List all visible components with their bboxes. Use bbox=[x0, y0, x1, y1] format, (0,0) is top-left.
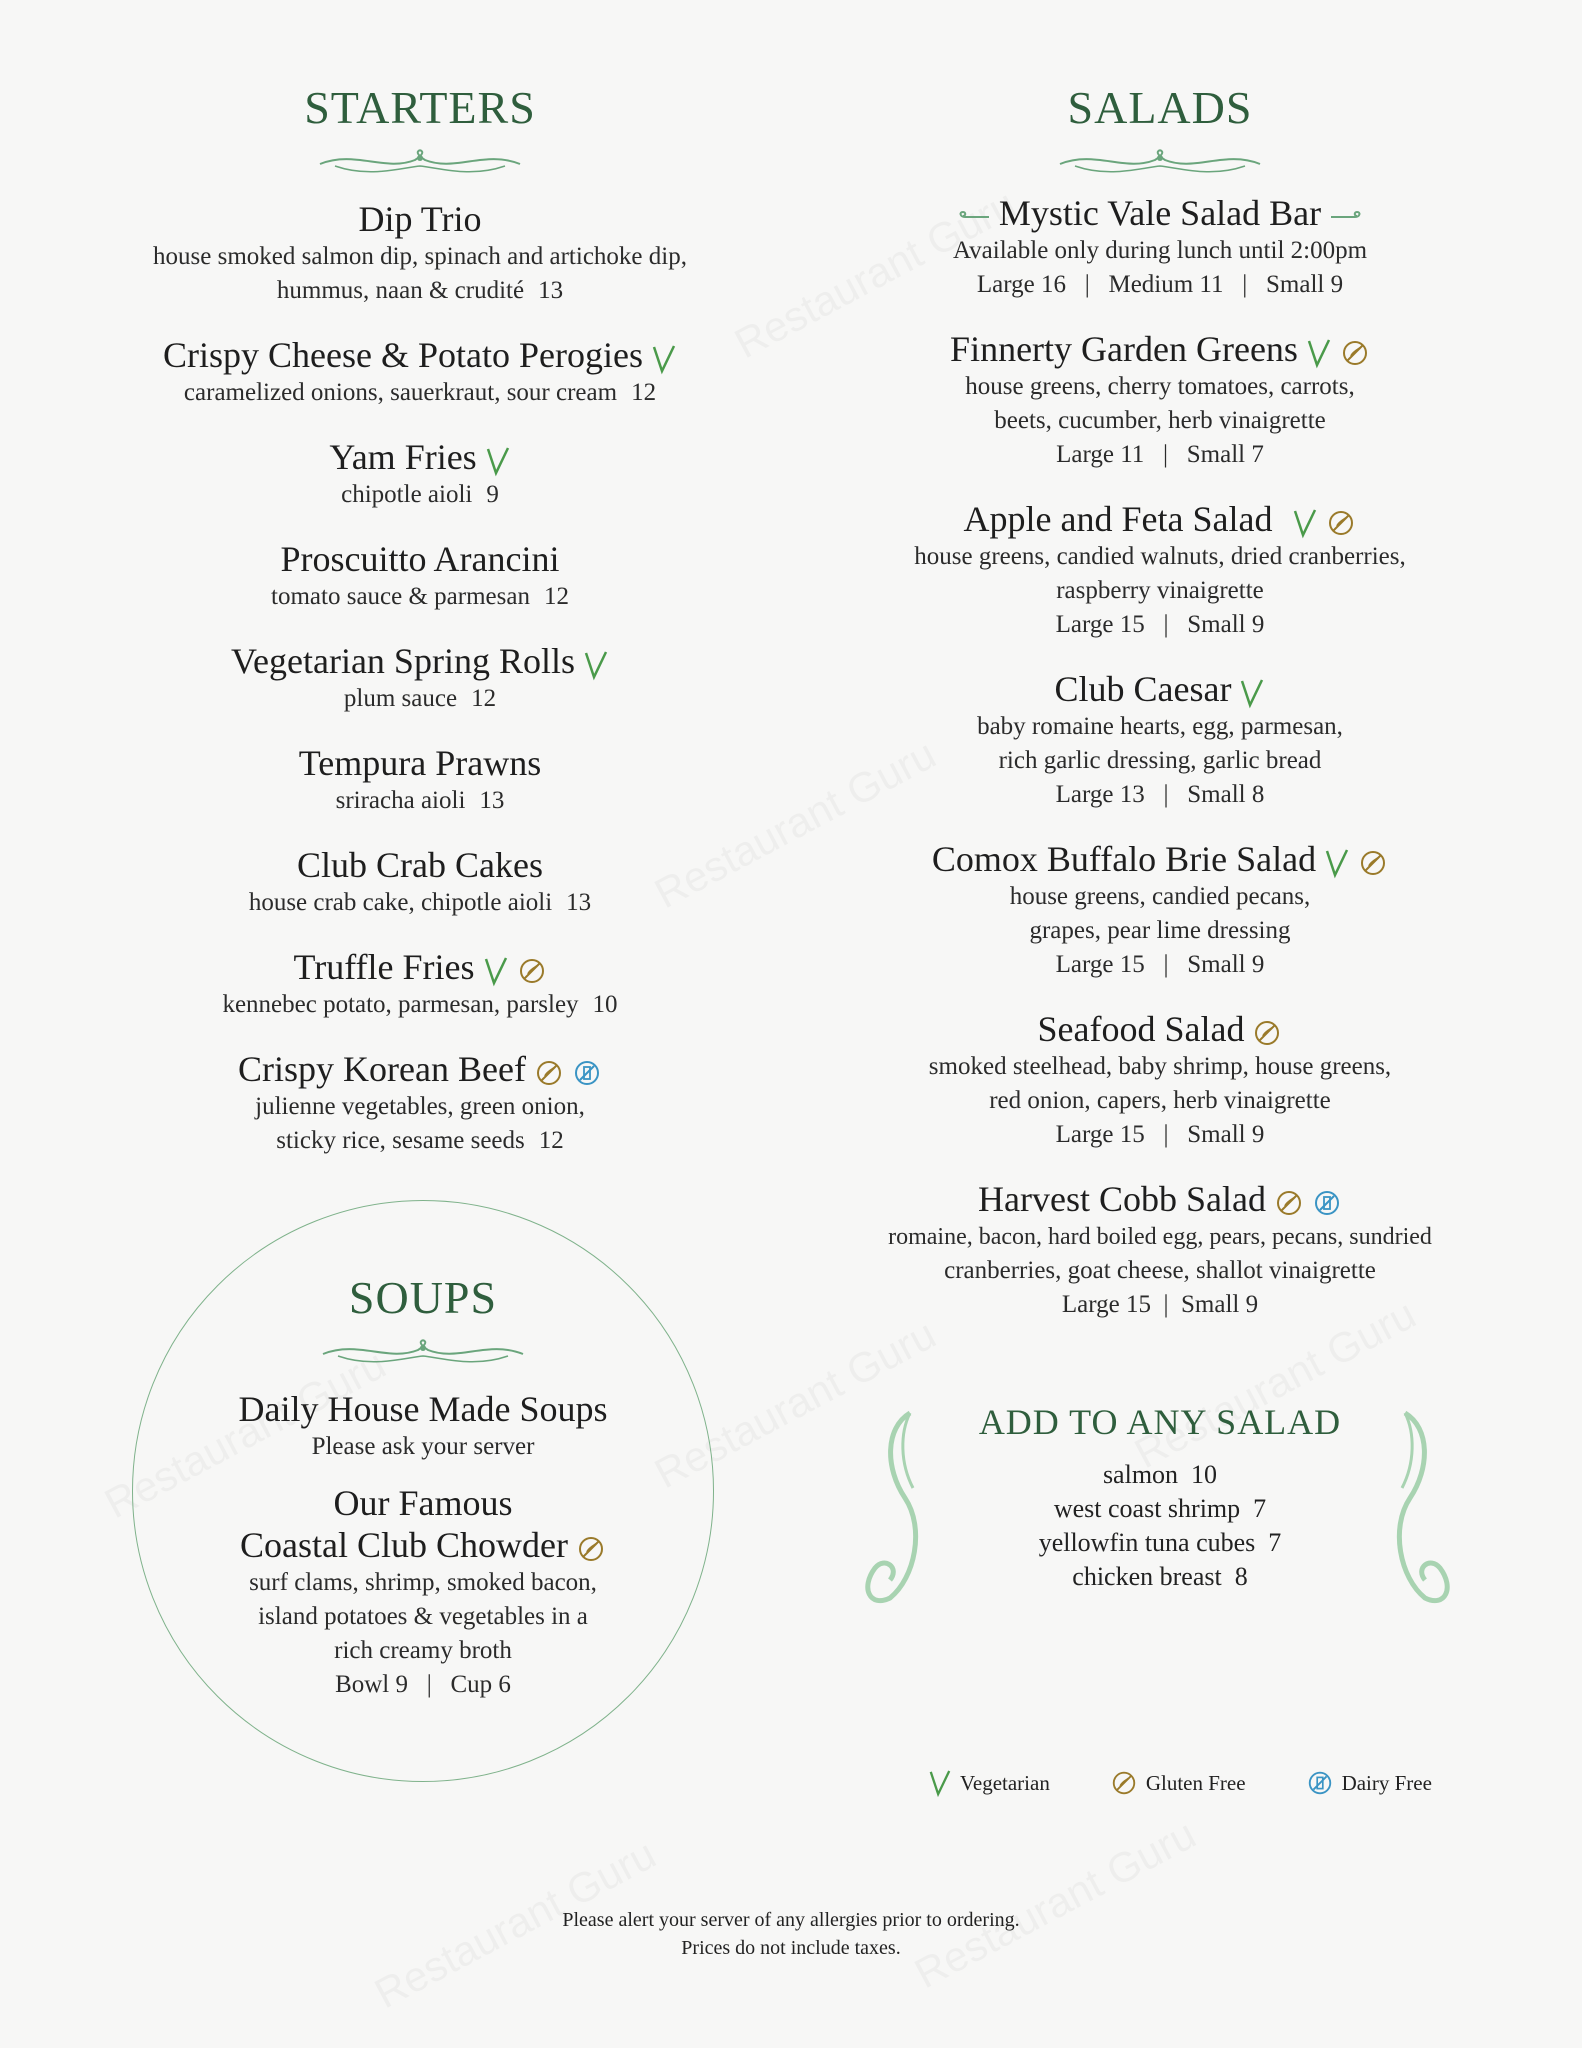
item-desc: romaine, bacon, hard boiled egg, pears, pecans, sundried bbox=[888, 1224, 1432, 1250]
addon-item: west coast shrimp 7 bbox=[1053, 1494, 1267, 1523]
gluten-free-icon bbox=[1326, 508, 1356, 538]
addon-item: chicken breast 8 bbox=[1072, 1562, 1248, 1591]
add-to-salad-title: ADD TO ANY SALAD bbox=[978, 1402, 1342, 1442]
starters-section bbox=[90, 80, 750, 1184]
item-name: Coastal Club Chowder bbox=[240, 1525, 568, 1565]
item-price: 10 bbox=[592, 991, 618, 1018]
item-name: Yam Fries bbox=[329, 437, 477, 477]
item-desc: house crab cake, chipotle aioli bbox=[248, 889, 553, 916]
item-desc: chipotle aioli bbox=[341, 481, 473, 508]
menu-item bbox=[132, 1388, 714, 1464]
item-desc: kennebec potato, parmesan, parsley bbox=[222, 991, 579, 1018]
addon-item: yellowfin tuna cubes 7 bbox=[1038, 1528, 1282, 1557]
legend-gluten-free bbox=[1110, 1768, 1246, 1798]
gluten-free-icon bbox=[1110, 1769, 1138, 1797]
item-desc: caramelized onions, sauerkraut, sour cream bbox=[183, 379, 618, 406]
footer-note bbox=[0, 1906, 1582, 1962]
item-desc: smoked steelhead, baby shrimp, house greens, bbox=[928, 1053, 1392, 1080]
item-desc: red onion, capers, herb vinaigrette bbox=[989, 1087, 1331, 1114]
footer-line: Please alert your server of any allergies prior to ordering. bbox=[562, 1909, 1020, 1931]
item-desc: house greens, cherry tomatoes, carrots, bbox=[965, 373, 1355, 400]
menu-item bbox=[830, 838, 1490, 982]
menu-item bbox=[830, 668, 1490, 812]
leaf-icon bbox=[1324, 847, 1350, 879]
item-name: Dip Trio bbox=[358, 199, 482, 239]
menu-item bbox=[90, 946, 750, 1022]
item-price: 9 bbox=[486, 481, 499, 508]
item-desc: rich creamy broth bbox=[334, 1637, 512, 1664]
leaf-icon bbox=[1306, 337, 1332, 369]
item-sizes: Large 15 | Small 9 bbox=[1055, 951, 1265, 978]
starters-title: STARTERS bbox=[304, 82, 536, 133]
item-sizes: Large 15 | Small 9 bbox=[1061, 1291, 1259, 1318]
item-name: Truffle Fries bbox=[293, 947, 475, 987]
item-desc: house smoked salmon dip, spinach and artichoke dip, bbox=[153, 243, 687, 270]
addon-item: salmon 10 bbox=[1102, 1460, 1218, 1489]
menu-item bbox=[830, 1008, 1490, 1152]
item-name: Crispy Korean Beef bbox=[238, 1049, 526, 1089]
menu-item bbox=[90, 742, 750, 818]
item-name: Seafood Salad bbox=[1037, 1009, 1245, 1049]
item-desc: Please ask your server bbox=[311, 1433, 535, 1460]
item-price: 13 bbox=[566, 889, 592, 916]
scroll-left-icon bbox=[957, 209, 991, 225]
item-name: Our Famous bbox=[333, 1483, 513, 1523]
legend-vegetarian bbox=[928, 1768, 1050, 1798]
item-sizes: Large 16 | Medium 11 | Small 9 bbox=[976, 271, 1344, 298]
legend-dairy-free bbox=[1306, 1768, 1432, 1798]
item-name: Vegetarian Spring Rolls bbox=[231, 641, 575, 681]
item-desc: cranberries, goat cheese, shallot vinaigrette bbox=[944, 1257, 1376, 1284]
item-name: Proscuitto Arancini bbox=[280, 539, 560, 579]
menu-item bbox=[90, 844, 750, 920]
salads-title: SALADS bbox=[1067, 82, 1253, 133]
dairy-free-icon bbox=[572, 1058, 602, 1088]
menu-item bbox=[132, 1482, 714, 1702]
salads-section bbox=[830, 80, 1490, 1348]
item-name: Daily House Made Soups bbox=[238, 1389, 608, 1429]
legend-label: Gluten Free bbox=[1145, 1770, 1246, 1795]
menu-item bbox=[90, 538, 750, 614]
item-sizes: Large 15 | Small 9 bbox=[1055, 611, 1265, 638]
item-desc: island potatoes & vegetables in a bbox=[258, 1603, 588, 1630]
item-desc: Available only during lunch until 2:00pm bbox=[952, 237, 1368, 264]
menu-item bbox=[830, 328, 1490, 472]
gluten-free-icon bbox=[1274, 1188, 1304, 1218]
item-price: 12 bbox=[631, 379, 657, 406]
item-desc: surf clams, shrimp, smoked bacon, bbox=[249, 1569, 597, 1596]
item-price: 12 bbox=[543, 583, 569, 610]
soups-title: SOUPS bbox=[348, 1272, 498, 1323]
item-desc: sticky rice, sesame seeds bbox=[276, 1127, 525, 1154]
item-price: 13 bbox=[538, 277, 564, 304]
item-name: Club Caesar bbox=[1054, 669, 1232, 709]
item-sizes: Large 13 | Small 8 bbox=[1055, 781, 1265, 808]
menu-item bbox=[90, 1048, 750, 1158]
leaf-icon bbox=[485, 445, 511, 477]
item-sizes: Bowl 9 | Cup 6 bbox=[335, 1671, 511, 1698]
legend-label: Vegetarian bbox=[960, 1770, 1050, 1795]
swirl-divider-icon bbox=[315, 142, 525, 182]
item-price: 12 bbox=[538, 1127, 564, 1154]
item-desc: house greens, candied pecans, bbox=[1009, 883, 1311, 910]
scroll-right-icon bbox=[1329, 209, 1363, 225]
menu-item bbox=[90, 334, 750, 410]
item-name: Harvest Cobb Salad bbox=[978, 1179, 1266, 1219]
menu-item bbox=[830, 498, 1490, 642]
leaf-icon bbox=[483, 955, 509, 987]
item-name: Club Crab Cakes bbox=[297, 845, 543, 885]
item-desc: grapes, pear lime dressing bbox=[1029, 917, 1291, 944]
gluten-free-icon bbox=[576, 1534, 606, 1564]
item-desc: raspberry vinaigrette bbox=[1056, 577, 1264, 604]
item-desc: hummus, naan & crudité bbox=[276, 277, 525, 304]
dairy-free-icon bbox=[1312, 1188, 1342, 1218]
item-sizes: Large 15 | Small 9 bbox=[1055, 1121, 1265, 1148]
item-price: 13 bbox=[479, 787, 505, 814]
item-desc: beets, cucumber, herb vinaigrette bbox=[994, 407, 1326, 434]
item-name: Finnerty Garden Greens bbox=[950, 329, 1298, 369]
gluten-free-icon bbox=[534, 1058, 564, 1088]
item-desc: tomato sauce & parmesan bbox=[271, 583, 530, 610]
leaf-icon bbox=[928, 1768, 952, 1798]
item-name: Apple and Feta Salad bbox=[963, 499, 1273, 539]
leaf-icon bbox=[583, 649, 609, 681]
add-to-salad-section bbox=[850, 1400, 1470, 1594]
gluten-free-icon bbox=[517, 956, 547, 986]
item-name: Comox Buffalo Brie Salad bbox=[931, 839, 1317, 879]
leaf-icon bbox=[651, 343, 677, 375]
menu-item bbox=[830, 1178, 1490, 1322]
leaf-icon bbox=[1239, 677, 1265, 709]
menu-item bbox=[90, 640, 750, 716]
gluten-free-icon bbox=[1358, 848, 1388, 878]
item-name: Crispy Cheese & Potato Perogies bbox=[163, 335, 643, 375]
item-name: Mystic Vale Salad Bar bbox=[998, 193, 1322, 233]
menu-item bbox=[830, 192, 1490, 302]
footer-line: Prices do not include taxes. bbox=[681, 1937, 901, 1959]
soups-section bbox=[132, 1270, 714, 1720]
item-desc: rich garlic dressing, garlic bread bbox=[998, 747, 1322, 774]
item-desc: julienne vegetables, green onion, bbox=[255, 1093, 585, 1120]
item-desc: house greens, candied walnuts, dried cranberries, bbox=[914, 543, 1406, 570]
dairy-free-icon bbox=[1306, 1769, 1334, 1797]
swirl-divider-icon bbox=[1055, 142, 1265, 182]
gluten-free-icon bbox=[1340, 338, 1370, 368]
item-desc: plum sauce bbox=[343, 685, 458, 712]
watermark-text bbox=[907, 1810, 1204, 1998]
item-desc: baby romaine hearts, egg, parmesan, bbox=[977, 713, 1343, 740]
item-sizes: Large 11 | Small 7 bbox=[1056, 441, 1264, 468]
gluten-free-icon bbox=[1252, 1018, 1282, 1048]
item-desc: sriracha aioli bbox=[335, 787, 466, 814]
menu-item bbox=[90, 436, 750, 512]
leaf-icon bbox=[1292, 507, 1318, 539]
dietary-legend bbox=[880, 1768, 1480, 1798]
item-name: Tempura Prawns bbox=[298, 743, 542, 783]
menu-item bbox=[90, 198, 750, 308]
item-price: 12 bbox=[471, 685, 497, 712]
swirl-divider-icon bbox=[318, 1332, 528, 1372]
legend-label: Dairy Free bbox=[1341, 1770, 1432, 1795]
